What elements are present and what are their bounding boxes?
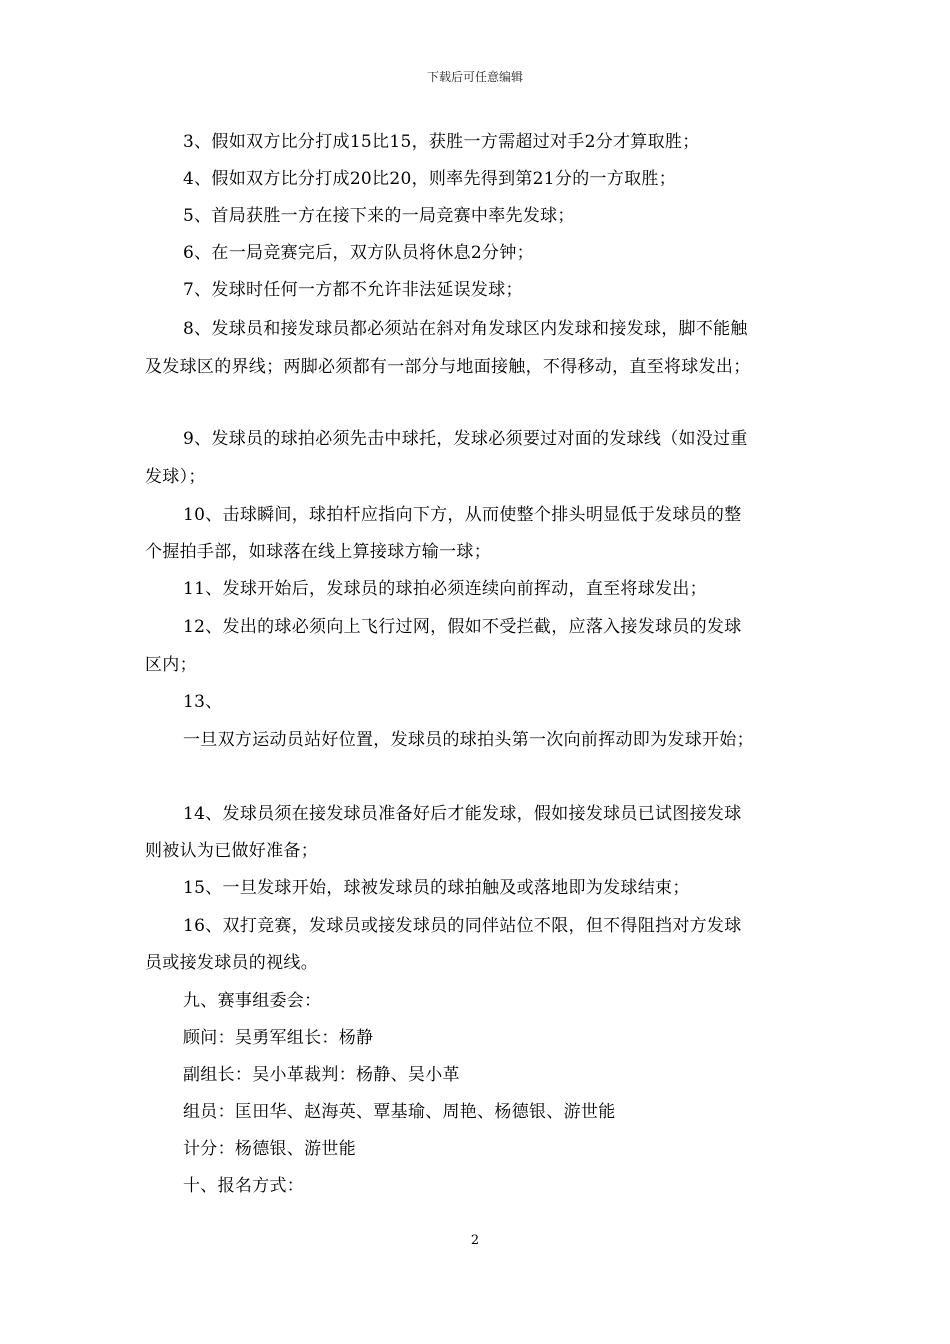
committee-scoring: 计分：杨德银、游世能 <box>183 1139 356 1159</box>
rule-line-8a: 8、发球员和接发球员都必须站在斜对角发球区内发球和接发球，脚不能触 <box>183 319 748 339</box>
rule-line-9a: 9、发球员的球拍必须先击中球托，发球必须要过对面的发球线（如没过重 <box>183 429 748 449</box>
section-heading-registration: 十、报名方式： <box>183 1176 305 1196</box>
rule-line-11: 11、发球开始后，发球员的球拍必须连续向前挥动，直至将球发出； <box>183 579 707 599</box>
rule-line-5: 5、首局获胜一方在接下来的一局竞赛中率先发球； <box>183 206 575 226</box>
section-heading-committee: 九、赛事组委会： <box>183 991 322 1011</box>
rule-line-3: 3、假如双方比分打成15比15，获胜一方需超过对手2分才算取胜； <box>183 132 700 152</box>
rule-line-12b: 区内； <box>145 655 197 675</box>
rule-line-14a: 14、发球员须在接发球员准备好后才能发球，假如接发球员已试图接发球 <box>183 804 742 824</box>
rule-line-9b: 发球）； <box>145 467 206 487</box>
rule-line-16b: 员或接发球员的视线。 <box>145 953 318 973</box>
rule-line-4: 4、假如双方比分打成20比20，则率先得到第21分的一方取胜； <box>183 169 677 189</box>
committee-members: 组员：匡田华、赵海英、覃基瑜、周艳、杨德银、游世能 <box>183 1102 616 1122</box>
rule-line-12a: 12、发出的球必须向上飞行过网，假如不受拦截，应落入接发球员的发球 <box>183 617 742 637</box>
rule-line-7: 7、发球时任何一方都不允许非法延误发球； <box>183 280 523 300</box>
committee-advisor-leader: 顾问：吴勇军组长：杨静 <box>183 1028 374 1048</box>
rule-line-10b: 个握拍手部，如球落在线上算接球方输一球； <box>145 542 491 562</box>
page-number: 2 <box>470 1233 480 1248</box>
rule-line-13a: 13、 <box>183 692 223 712</box>
rule-line-15: 15、一旦发球开始，球被发球员的球拍触及或落地即为发球结束； <box>183 878 690 898</box>
rule-line-14b: 则被认为已做好准备； <box>145 841 318 861</box>
rule-line-10a: 10、击球瞬间，球拍杆应指向下方，从而使整个排头明显低于发球员的整 <box>183 505 742 525</box>
rule-line-6: 6、在一局竞赛完后，双方队员将休息2分钟； <box>183 243 534 263</box>
committee-deputy-referee: 副组长：吴小革裁判：杨静、吴小革 <box>183 1065 460 1085</box>
rule-line-8b: 及发球区的界线；两脚必须都有一部分与地面接触，不得移动，直至将球发出； <box>145 357 751 377</box>
page-header: 下载后可任意编辑 <box>426 70 523 84</box>
rule-line-16a: 16、双打竞赛，发球员或接发球员的同伴站位不限，但不得阻挡对方发球 <box>183 916 742 936</box>
rule-line-13b: 一旦双方运动员站好位置，发球员的球拍头第一次向前挥动即为发球开始； <box>183 730 754 750</box>
